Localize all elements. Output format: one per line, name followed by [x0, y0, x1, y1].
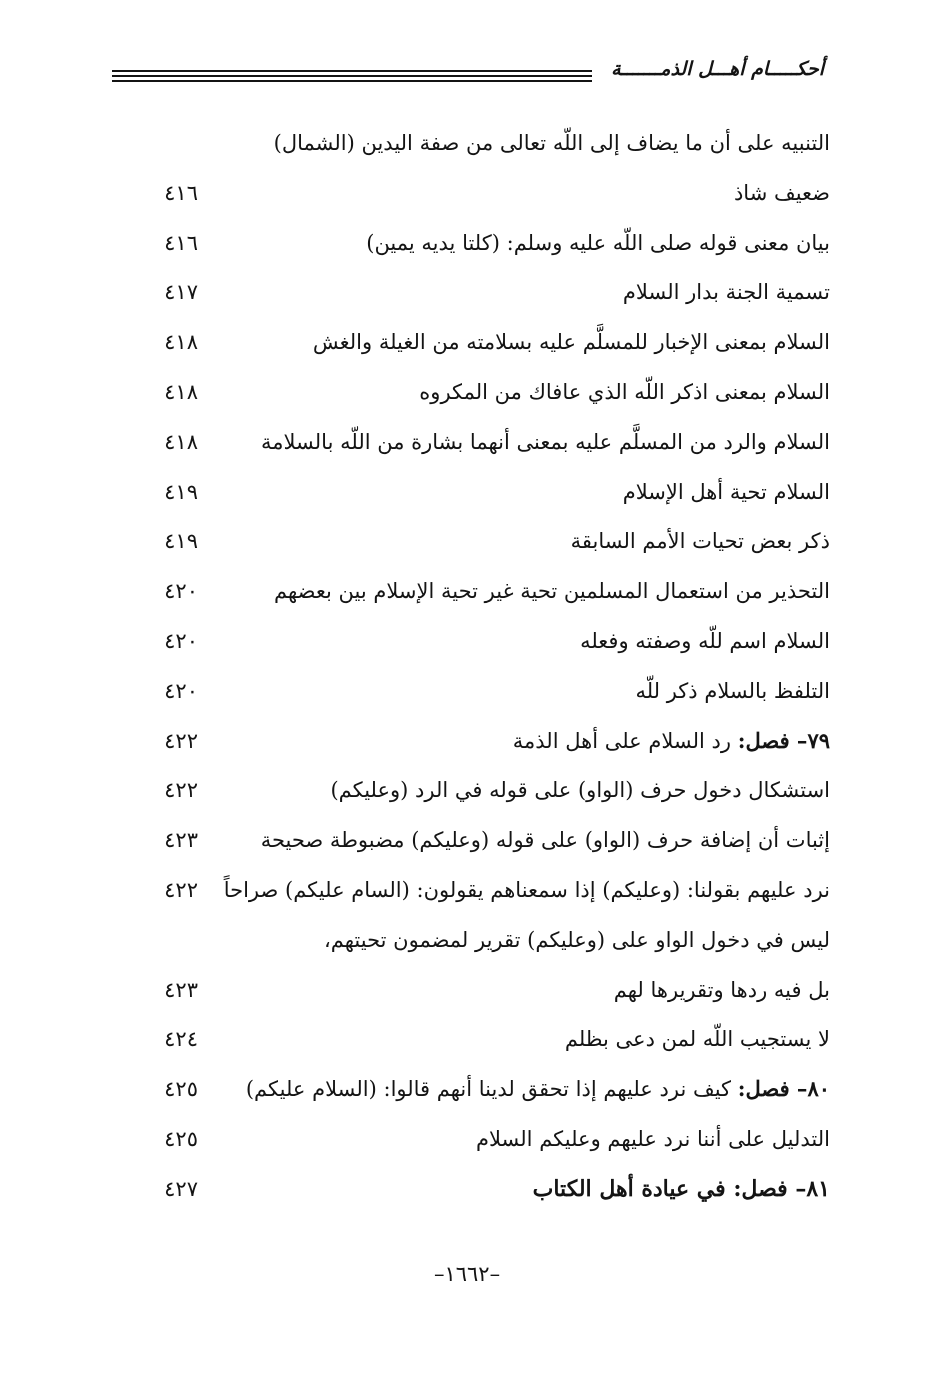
toc-entry — [140, 317, 830, 367]
toc-entry-title: نرد عليهم بقولنا: (وعليكم) إذا سمعناهم يقولون: (السام عليكم) صراحاً — [223, 877, 830, 902]
toc-entry-page: ٤١٧ — [164, 280, 198, 305]
running-header — [112, 58, 824, 92]
toc-entry — [140, 865, 830, 915]
toc-entry-page: ٤١٨ — [164, 379, 198, 404]
toc-entry — [140, 516, 830, 566]
toc-entry-title: استشكال دخول حرف (الواو) على قوله في الرد (وعليكم) — [330, 778, 830, 803]
toc-entry-page: ٤٢٢ — [164, 778, 198, 803]
toc-entry-title: التدليل على أننا نرد عليهم وعليكم السلام — [476, 1126, 830, 1151]
toc-entry-title: ٨١– فصل: في عيادة أهل الكتاب — [532, 1175, 830, 1202]
toc-entry — [140, 716, 830, 766]
toc-entry — [140, 616, 830, 666]
toc-entry-page: ٤١٩ — [164, 529, 198, 554]
toc-entry — [140, 218, 830, 268]
toc-entry-title: السلام تحية أهل الإسلام — [622, 479, 830, 504]
toc-entry-page: ٤٢٣ — [164, 828, 198, 853]
toc-entry — [140, 566, 830, 616]
toc-entry-title: ضعيف شاذ — [733, 180, 830, 205]
toc-entry-title: تسمية الجنة بدار السلام — [622, 280, 830, 305]
header-rule — [112, 80, 592, 82]
toc-entry-title: لا يستجيب اللّه لمن دعى بظلم — [564, 1027, 830, 1052]
toc-entry — [140, 1014, 830, 1064]
toc-entry — [140, 467, 830, 517]
toc-entry-title: التنبيه على أن ما يضاف إلى اللّه تعالى من صفة اليدين (الشمال) — [273, 131, 830, 155]
toc-entry-page: ٤٢٥ — [164, 1126, 198, 1151]
toc-entry-title: السلام والرد من المسلَّم عليه بمعنى أنهما بشارة من اللّه بالسلامة — [261, 429, 830, 454]
toc-entry-page: ٤٢٠ — [164, 579, 198, 604]
table-of-contents — [140, 118, 830, 1214]
toc-entry-page: ٤١٩ — [164, 479, 198, 504]
header-rule — [112, 75, 592, 77]
toc-entry-page: ٤٢٢ — [164, 728, 198, 753]
toc-entry-page: ٤١٦ — [164, 230, 198, 255]
toc-entry-page: ٤٢٢ — [164, 877, 198, 902]
header-rule — [112, 70, 592, 72]
toc-entry-page: ٤٢٧ — [164, 1176, 198, 1201]
toc-entry — [140, 1064, 830, 1114]
toc-entry-page: ٤١٨ — [164, 330, 198, 355]
toc-entry — [140, 965, 830, 1015]
toc-entry-page: ٤٢٠ — [164, 628, 198, 653]
toc-entry — [140, 267, 830, 317]
chapter-label: ٨٠– فصل: — [737, 1076, 830, 1102]
toc-entry — [140, 666, 830, 716]
toc-entry-page: ٤٢٥ — [164, 1077, 198, 1102]
toc-entry — [140, 168, 830, 218]
toc-entry — [140, 367, 830, 417]
toc-entry-title: ٨٠– فصل: كيف نرد عليهم إذا تحقق لدينا أنهم قالوا: (السلام عليكم) — [245, 1076, 830, 1102]
toc-entry — [140, 1164, 830, 1214]
toc-entry-title: السلام اسم للّه وصفته وفعله — [580, 628, 830, 653]
toc-entry-title: ذكر بعض تحيات الأمم السابقة — [570, 529, 830, 554]
toc-entry-title: ٧٩– فصل: رد السلام على أهل الذمة — [512, 727, 830, 753]
toc-entry — [140, 1114, 830, 1164]
toc-entry-title: بيان معنى قوله صلى اللّه عليه وسلم: (كلتا يديه يمين) — [366, 230, 830, 255]
toc-entry — [140, 417, 830, 467]
toc-entry — [140, 915, 830, 965]
toc-entry-title: ليس في دخول الواو على (وعليكم) تقرير لمضمون تحيتهم، — [323, 927, 830, 952]
toc-entry — [140, 815, 830, 865]
toc-entry-page: ٤١٦ — [164, 180, 198, 205]
page-number: –١٦٦٢– — [433, 1262, 501, 1286]
toc-entry-title: التحذير من استعمال المسلمين تحية غير تحية الإسلام بين بعضهم — [274, 579, 830, 604]
toc-entry-title: السلام بمعنى الإخبار للمسلَّم عليه بسلامته من الغيلة والغش — [312, 330, 830, 355]
toc-entry-title: السلام بمعنى اذكر اللّه الذي عافاك من المكروه — [419, 379, 830, 404]
header-title: أحكـــــام أهـــل الذمـــــــة — [611, 58, 824, 80]
toc-entry — [140, 765, 830, 815]
toc-entry-title: التلفظ بالسلام ذكر للّه — [635, 678, 830, 703]
toc-entry-page: ٤١٨ — [164, 429, 198, 454]
chapter-label: ٧٩– فصل: — [737, 727, 830, 753]
toc-entry-page: ٤٢٣ — [164, 977, 198, 1002]
toc-entry — [140, 118, 830, 168]
toc-entry-title: بل فيه ردها وتقريرها لهم — [613, 977, 830, 1002]
toc-entry-page: ٤٢٤ — [164, 1027, 198, 1052]
toc-entry-page: ٤٢٠ — [164, 678, 198, 703]
toc-entry-title: إثبات أن إضافة حرف (الواو) على قوله (وعليكم) مضبوطة صحيحة — [260, 828, 830, 853]
